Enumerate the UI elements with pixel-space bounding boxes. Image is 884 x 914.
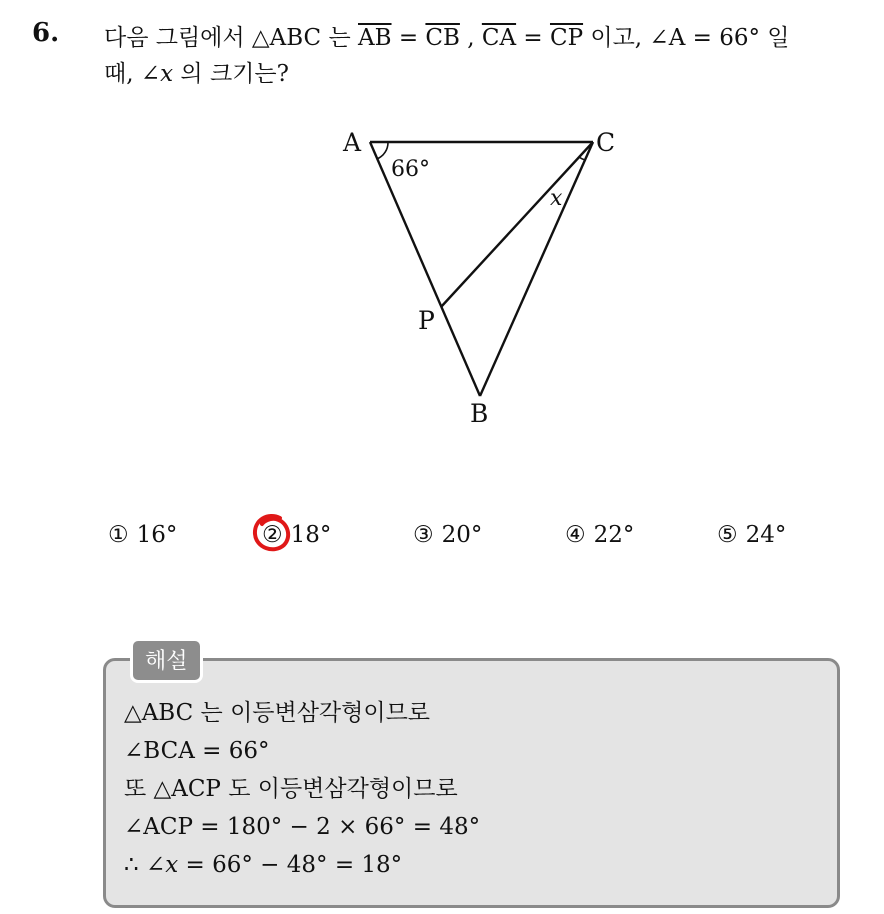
- solution-variable-x: x: [165, 852, 179, 878]
- choice-4-mark: ④: [565, 522, 586, 548]
- vertex-a-label: A: [343, 128, 362, 157]
- choice-2[interactable]: [262, 522, 331, 548]
- question-line2-suffix: 의 크기는?: [173, 61, 289, 87]
- question-line2-prefix: 때, ∠: [104, 61, 161, 87]
- choice-4-value: 22°: [593, 522, 635, 548]
- separator: ,: [459, 25, 482, 51]
- segment-cp: $\overline{CP}$: [549, 25, 584, 51]
- angle-x-label: x: [550, 186, 563, 211]
- segment-ab: $\overline{AB}$: [358, 25, 392, 51]
- question-text: [104, 20, 874, 92]
- segment-cb-line: [480, 142, 593, 396]
- choice-4[interactable]: [565, 522, 634, 548]
- question-number: 6.: [32, 18, 60, 48]
- choice-5[interactable]: [717, 522, 786, 548]
- angle-x-arc: [579, 157, 585, 160]
- choice-1-mark: ①: [108, 522, 129, 548]
- question-line1-mid: 이고, ∠A = 66° 일: [583, 25, 790, 51]
- choice-2-value: 18°: [290, 522, 332, 548]
- equals-1: =: [391, 25, 426, 51]
- solution-line-5-suffix: = 66° − 48° = 18°: [178, 852, 403, 878]
- choice-3[interactable]: [413, 522, 482, 548]
- choice-3-mark: ③: [413, 522, 434, 548]
- segment-cp-line: [441, 142, 593, 307]
- choice-5-value: 24°: [745, 522, 787, 548]
- vertex-p-label: P: [418, 306, 435, 335]
- angle-a-arc: [377, 142, 388, 159]
- segment-cb: $\overline{CB}$: [425, 25, 460, 51]
- choice-1-value: 16°: [136, 522, 178, 548]
- angle-a-label: 66°: [391, 157, 430, 182]
- solution-line-3: 또 △ACP 도 이등변삼각형이므로: [124, 776, 458, 802]
- solution-line-5-prefix: ∴ ∠: [124, 852, 166, 878]
- choice-1[interactable]: [108, 522, 177, 548]
- solution-tag: 해설: [130, 638, 203, 683]
- solution-line-2: ∠BCA = 66°: [124, 738, 270, 764]
- choice-5-mark: ⑤: [717, 522, 738, 548]
- choice-3-value: 20°: [441, 522, 483, 548]
- solution-line-5: [124, 846, 480, 884]
- equals-2: =: [516, 25, 550, 51]
- question-line1-prefix: 다음 그림에서 △ABC 는: [104, 25, 358, 51]
- vertex-c-label: C: [596, 128, 616, 157]
- choice-2-mark: ②: [262, 522, 283, 548]
- triangle-figure: [300, 115, 640, 435]
- solution-line-1: △ABC 는 이등변삼각형이므로: [124, 700, 431, 726]
- solution-line-4: ∠ACP = 180° − 2 × 66° = 48°: [124, 814, 481, 840]
- vertex-b-label: B: [470, 399, 489, 428]
- solution-text: [124, 694, 480, 884]
- segment-ca: $\overline{CA}$: [481, 25, 517, 51]
- variable-x: x: [160, 61, 174, 87]
